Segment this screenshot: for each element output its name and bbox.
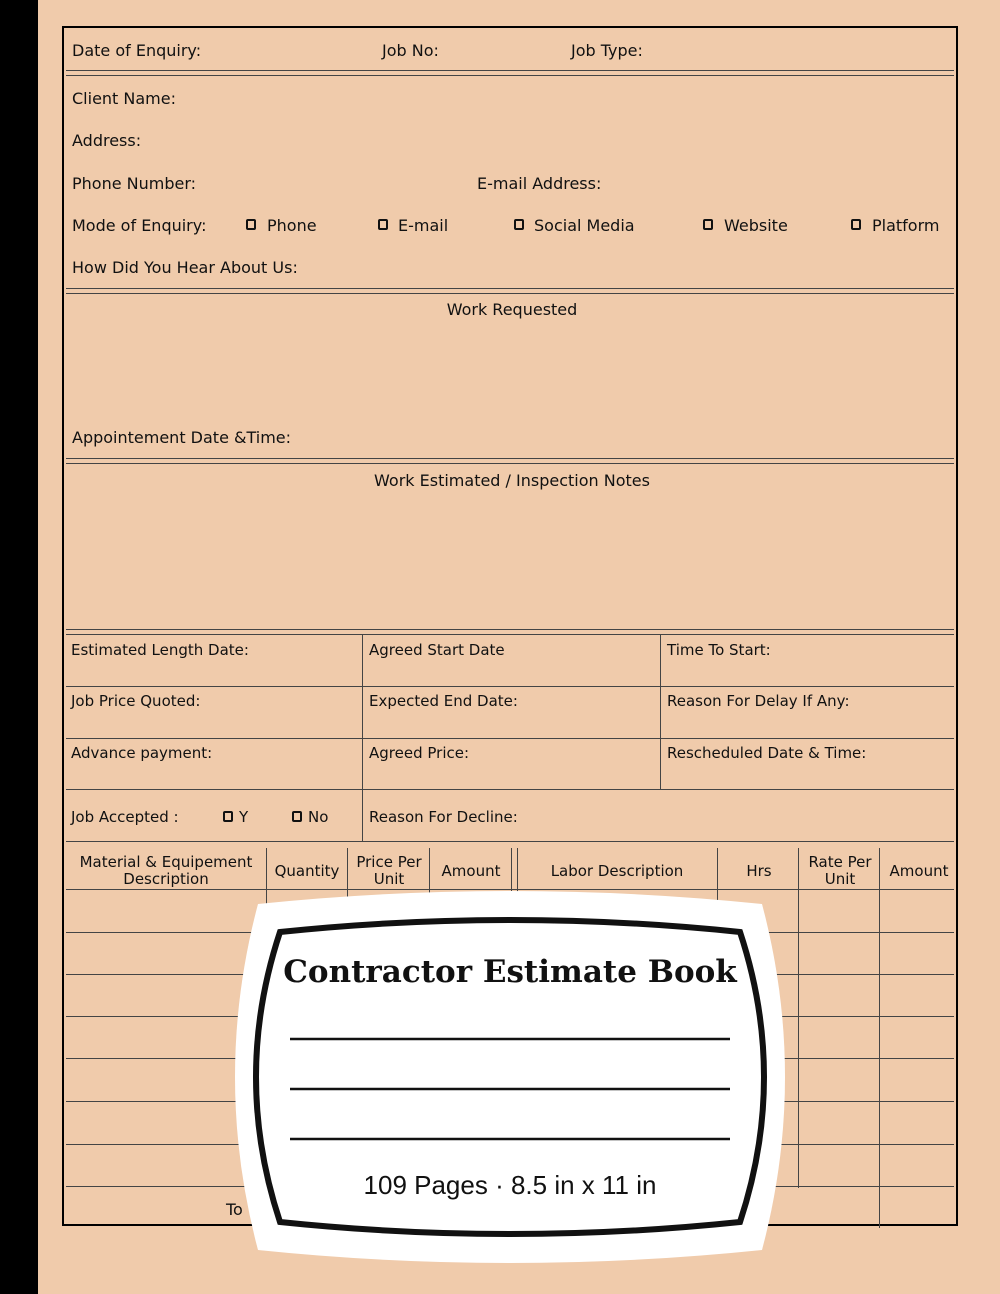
divider: [66, 293, 954, 294]
divider: [66, 463, 954, 464]
grid-divider: [660, 635, 661, 790]
estimated-length-date-label: Estimated Length Date:: [71, 641, 249, 659]
email-option-label: E-mail: [398, 216, 449, 235]
how-did-you-hear-label: How Did You Hear About Us:: [72, 258, 298, 277]
book-subtitle: 109 Pages · 8.5 in x 11 in: [363, 1170, 657, 1200]
book-title: Contractor Estimate Book: [283, 954, 737, 990]
email-address-label: E-mail Address:: [477, 174, 602, 193]
hrs-header: Hrs: [746, 862, 772, 880]
reason-for-delay-label: Reason For Delay If Any:: [667, 692, 850, 710]
rescheduled-label: Rescheduled Date & Time:: [667, 744, 867, 762]
time-to-start-label: Time To Start:: [667, 641, 771, 659]
divider: [66, 629, 954, 630]
no-option-label: No: [308, 808, 329, 826]
phone-number-label: Phone Number:: [72, 174, 197, 193]
divider: [66, 789, 954, 790]
inspection-notes-heading: Work Estimated / Inspection Notes: [374, 471, 650, 490]
divider: [66, 841, 954, 842]
divider: [66, 738, 954, 739]
client-name-label: Client Name:: [72, 89, 176, 108]
no-checkbox[interactable]: [292, 811, 302, 822]
book-spine: [0, 0, 38, 1294]
job-type-label: Job Type:: [571, 41, 643, 60]
date-of-enquiry-label: Date of Enquiry:: [72, 41, 202, 60]
quantity-header: Quantity: [274, 862, 340, 880]
total-label: To: [226, 1200, 243, 1219]
email-checkbox[interactable]: [378, 219, 388, 230]
phone-checkbox[interactable]: [246, 219, 256, 230]
social-media-option-label: Social Media: [534, 216, 635, 235]
appointment-label: Appointement Date &Time:: [72, 428, 292, 447]
yes-option-label: Y: [239, 808, 249, 826]
yes-checkbox[interactable]: [223, 811, 233, 822]
website-checkbox[interactable]: [703, 219, 713, 230]
labor-description-header: Labor Description: [550, 862, 684, 880]
table-column-line: [879, 848, 880, 1228]
amount-header: Amount: [441, 862, 501, 880]
job-price-quoted-label: Job Price Quoted:: [71, 692, 201, 710]
platform-checkbox[interactable]: [851, 219, 861, 230]
job-no-label: Job No:: [382, 41, 439, 60]
divider: [66, 634, 954, 635]
divider: [66, 288, 954, 289]
job-accepted-label: Job Accepted :: [71, 808, 179, 826]
phone-option-label: Phone: [267, 216, 317, 235]
divider: [66, 686, 954, 687]
divider: [66, 75, 954, 76]
material-description-header: Material & Equipement Description: [79, 853, 253, 888]
address-label: Address:: [72, 131, 142, 150]
cover-label: [218, 884, 802, 1270]
divider: [66, 458, 954, 459]
reason-for-decline-label: Reason For Decline:: [369, 808, 518, 826]
work-requested-heading: Work Requested: [446, 300, 578, 319]
agreed-start-date-label: Agreed Start Date: [369, 641, 505, 659]
mode-of-enquiry-label: Mode of Enquiry:: [72, 216, 207, 235]
expected-end-date-label: Expected End Date:: [369, 692, 518, 710]
label-frame: [218, 884, 802, 1270]
amount-2-header: Amount: [889, 862, 949, 880]
price-per-unit-header: Price Per Unit: [356, 853, 422, 888]
divider: [66, 70, 954, 71]
website-option-label: Website: [724, 216, 788, 235]
agreed-price-label: Agreed Price:: [369, 744, 470, 762]
rate-per-unit-header: Rate Per Unit: [808, 853, 872, 888]
social-media-checkbox[interactable]: [514, 219, 524, 230]
advance-payment-label: Advance payment:: [71, 744, 213, 762]
platform-option-label: Platform: [872, 216, 940, 235]
